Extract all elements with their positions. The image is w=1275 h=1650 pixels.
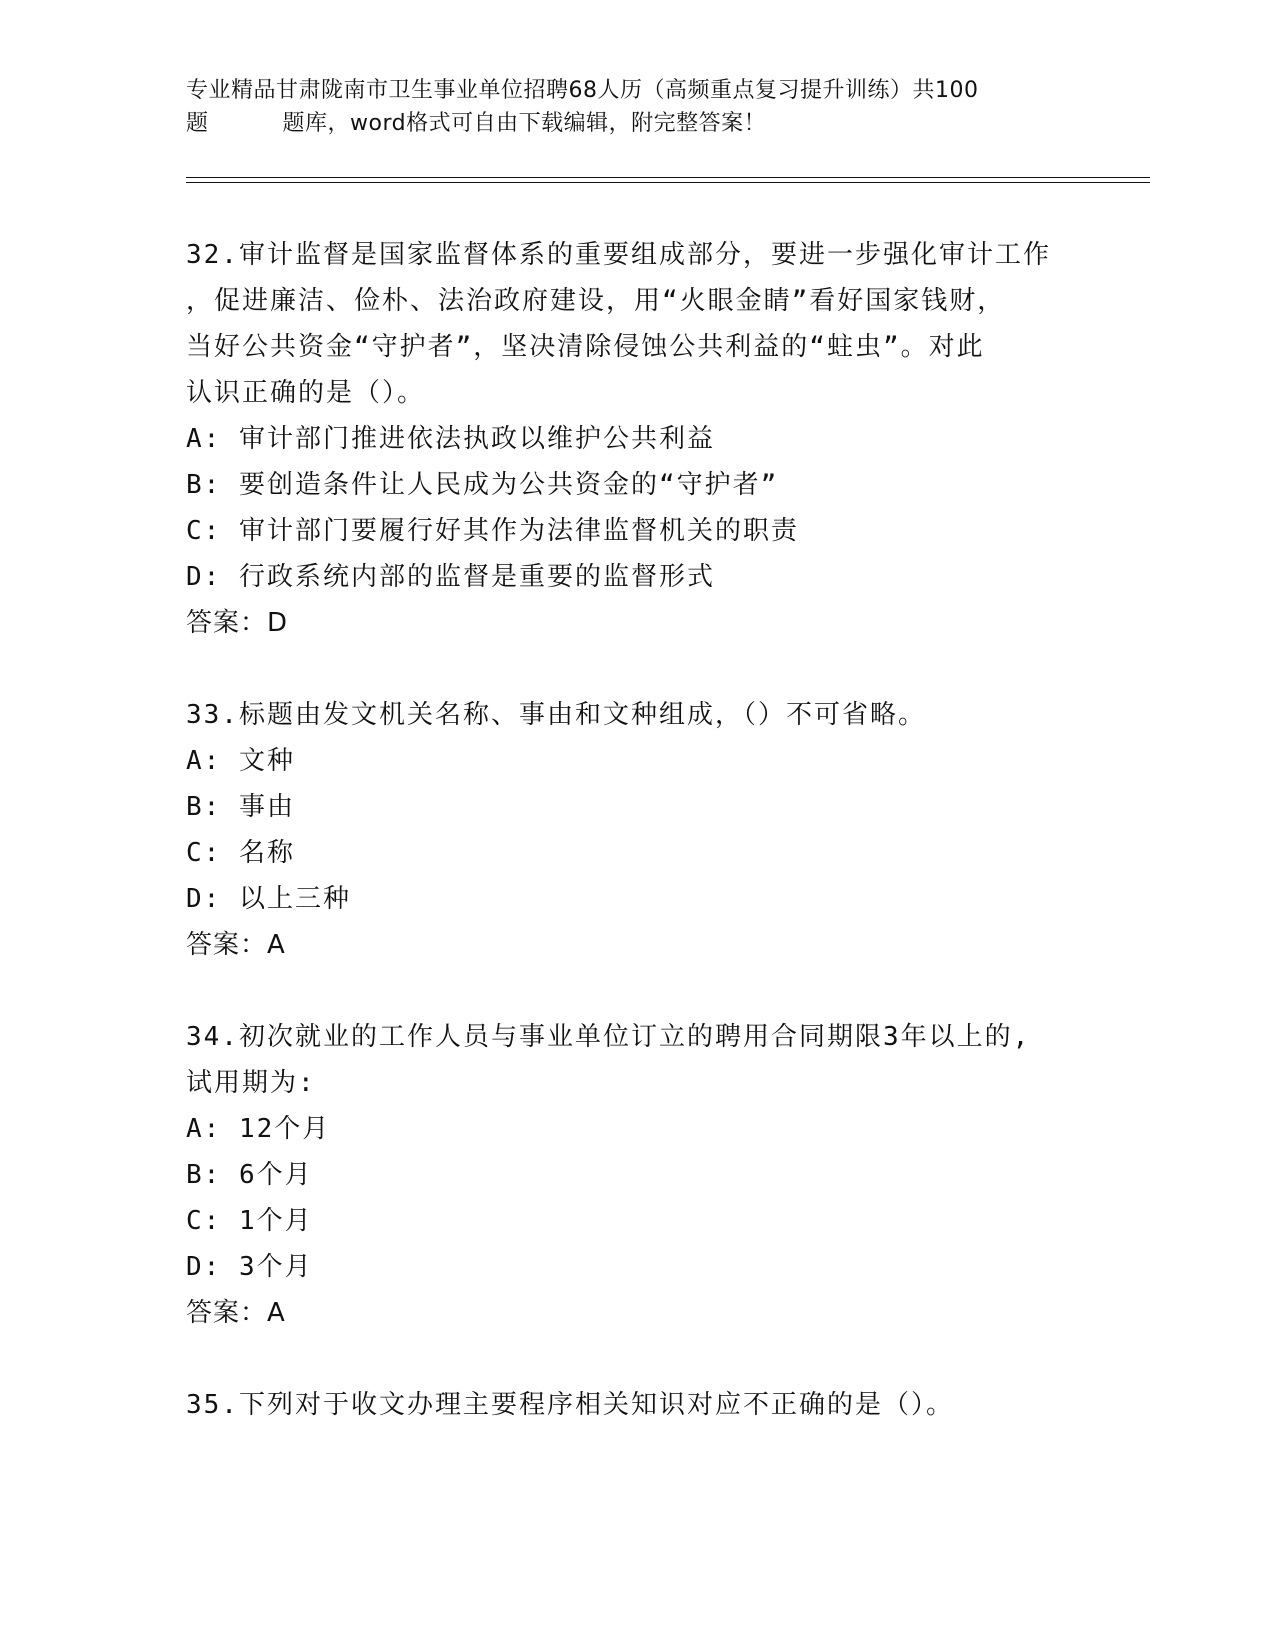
question-block bbox=[186, 1014, 1086, 1336]
header-line-2 bbox=[186, 107, 1086, 140]
header-line-2-head: 题 bbox=[186, 111, 209, 136]
option-a: A: 12个月 bbox=[186, 1114, 331, 1144]
question-stem-line: ，促进廉洁、俭朴、法治政府建设，用“火眼金睛”看好国家钱财， bbox=[186, 286, 1006, 316]
answer-line: 答案：A bbox=[186, 930, 286, 960]
question-stem-line: 认识正确的是（）。 bbox=[186, 378, 426, 408]
question-stem-line: 当好公共资金“守护者”，坚决清除侵蚀公共利益的“蛀虫”。对此 bbox=[186, 332, 985, 362]
header-divider-bottom bbox=[186, 182, 1150, 183]
option-a: A: 审计部门推进依法执政以维护公共利益 bbox=[186, 424, 715, 454]
question-block bbox=[186, 232, 1086, 646]
question-stem-line: 34.初次就业的工作人员与事业单位订立的聘用合同期限3年以上的, bbox=[186, 1022, 1031, 1052]
header-line-1: 专业精品甘肃陇南市卫生事业单位招聘68人历（高频重点复习提升训练）共100 bbox=[186, 78, 979, 103]
option-b: B: 6个月 bbox=[186, 1160, 313, 1190]
option-d: D: 3个月 bbox=[186, 1252, 313, 1282]
answer-line: 答案：A bbox=[186, 1298, 286, 1328]
option-c: C: 名称 bbox=[186, 838, 295, 868]
header-line-2-tail: 题库，word格式可自由下载编辑，附完整答案！ bbox=[282, 111, 767, 136]
question-block bbox=[186, 1382, 1086, 1428]
question-block bbox=[186, 692, 1086, 968]
option-c: C: 审计部门要履行好其作为法律监督机关的职责 bbox=[186, 516, 799, 546]
option-b: B: 事由 bbox=[186, 792, 295, 822]
option-d: D: 以上三种 bbox=[186, 884, 351, 914]
spacer bbox=[186, 1336, 1086, 1382]
question-stem-line: 35.下列对于收文办理主要程序相关知识对应不正确的是（）。 bbox=[186, 1390, 954, 1420]
document-header bbox=[186, 74, 1086, 140]
option-a: A: 文种 bbox=[186, 746, 295, 776]
answer-line: 答案：D bbox=[186, 608, 289, 638]
question-stem-line: 32.审计监督是国家监督体系的重要组成部分，要进一步强化审计工作 bbox=[186, 240, 1051, 270]
option-b: B: 要创造条件让人民成为公共资金的“守护者” bbox=[186, 470, 779, 500]
spacer bbox=[186, 968, 1086, 1014]
option-d: D: 行政系统内部的监督是重要的监督形式 bbox=[186, 562, 715, 592]
question-list bbox=[186, 232, 1086, 1428]
spacer bbox=[186, 646, 1086, 692]
question-stem-line: 33.标题由发文机关名称、事由和文种组成，（）不可省略。 bbox=[186, 700, 926, 730]
header-divider-top bbox=[186, 177, 1150, 178]
question-stem-line: 试用期为: bbox=[186, 1068, 316, 1098]
option-c: C: 1个月 bbox=[186, 1206, 313, 1236]
